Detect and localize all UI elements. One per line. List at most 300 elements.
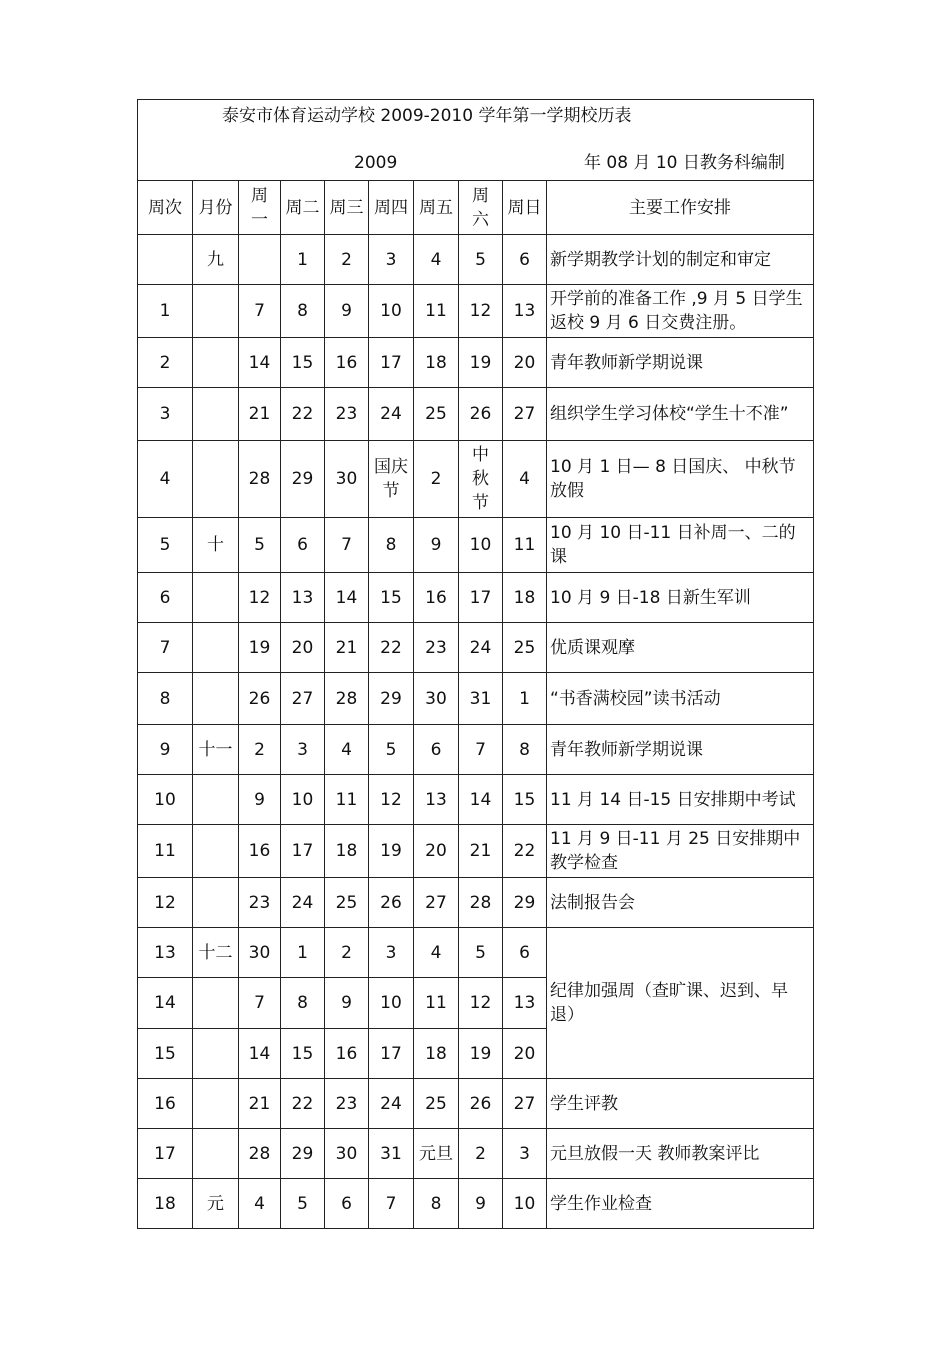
task-cell: 学生作业检查 <box>547 1179 814 1229</box>
day-cell <box>459 673 503 725</box>
day-cell <box>414 518 459 573</box>
day-cell <box>459 825 503 878</box>
day-value: 31 <box>380 1143 402 1164</box>
day-cell <box>414 1029 459 1079</box>
day-value: 6 <box>519 942 530 963</box>
month-cell <box>193 1129 239 1179</box>
day-cell <box>369 1179 414 1229</box>
day-cell <box>503 1029 547 1079</box>
day-cell <box>369 338 414 388</box>
day-cell <box>503 775 547 825</box>
week-number-cell: 9 <box>138 725 193 775</box>
day-cell <box>503 388 547 441</box>
day-cell <box>281 518 325 573</box>
day-cell <box>459 878 503 928</box>
day-cell <box>503 285 547 338</box>
day-value: 23 <box>335 1093 358 1114</box>
week-number-cell: 8 <box>138 673 193 725</box>
day-value: 6 <box>430 739 442 760</box>
day-value: 9 <box>475 1193 486 1214</box>
header-sat-label: 周六 <box>472 185 489 230</box>
day-cell <box>325 388 369 441</box>
day-value: 8 <box>385 535 397 555</box>
day-value: 21 <box>469 841 492 861</box>
day-cell <box>281 1029 325 1079</box>
week-number-cell: 12 <box>138 878 193 928</box>
day-cell <box>459 573 503 623</box>
day-value: 10 <box>380 993 402 1013</box>
header-fri: 周五 <box>414 181 459 235</box>
day-cell <box>281 388 325 441</box>
day-cell <box>369 388 414 441</box>
header-row <box>138 181 814 235</box>
day-value: 7 <box>254 993 265 1013</box>
month-cell: 十 <box>193 518 239 573</box>
day-value: 10 <box>513 1193 536 1214</box>
month-cell: 元 <box>193 1179 239 1229</box>
day-value: 17 <box>291 841 314 861</box>
day-cell <box>369 1079 414 1129</box>
day-value: 11 <box>513 535 536 555</box>
day-value: 20 <box>425 841 447 861</box>
school-calendar-table <box>137 99 814 1229</box>
day-value: 3 <box>385 942 397 963</box>
day-cell <box>414 623 459 673</box>
day-cell <box>325 928 369 978</box>
day-value: 9 <box>341 993 352 1013</box>
month-cell <box>193 388 239 441</box>
table-row <box>138 623 814 673</box>
day-value: 27 <box>425 892 447 913</box>
day-cell <box>459 1129 503 1179</box>
day-value: 2 <box>475 1143 486 1164</box>
day-value: 11 <box>335 789 358 810</box>
table-row <box>138 388 814 441</box>
task-cell: 新学期教学计划的制定和审定 <box>547 235 814 285</box>
day-cell <box>459 775 503 825</box>
day-cell <box>369 725 414 775</box>
day-cell <box>369 285 414 338</box>
day-cell <box>239 825 281 878</box>
week-number-cell: 6 <box>138 573 193 623</box>
day-value: 29 <box>380 688 402 709</box>
task-cell: 纪律加强周（查旷课、迟到、早退） <box>547 928 814 1079</box>
day-value: 23 <box>425 637 447 658</box>
header-thu: 周四 <box>369 181 414 235</box>
header-week: 周次 <box>138 181 193 235</box>
day-cell <box>459 928 503 978</box>
day-cell <box>414 775 459 825</box>
day-cell <box>239 1179 281 1229</box>
day-cell <box>281 1179 325 1229</box>
day-cell <box>281 1079 325 1129</box>
day-cell <box>281 338 325 388</box>
day-value: 28 <box>248 1143 271 1164</box>
compile-year: 2009 <box>354 153 398 173</box>
day-cell <box>459 623 503 673</box>
day-value: 3 <box>519 1143 530 1164</box>
day-value: 18 <box>425 1043 447 1064</box>
table-row <box>138 573 814 623</box>
task-cell: 青年教师新学期说课 <box>547 338 814 388</box>
day-cell <box>325 441 369 518</box>
day-cell <box>414 285 459 338</box>
day-cell <box>239 518 281 573</box>
title-row <box>138 100 814 181</box>
table-row <box>138 825 814 878</box>
day-cell <box>414 978 459 1029</box>
week-number-cell: 4 <box>138 441 193 518</box>
day-value: 2 <box>341 942 352 963</box>
task-cell: 法制报告会 <box>547 878 814 928</box>
table-row <box>138 725 814 775</box>
calendar-title: 泰安市体育运动学校 2009-2010 学年第一学期校历表 <box>222 106 632 126</box>
table-row <box>138 878 814 928</box>
day-cell <box>503 878 547 928</box>
task-cell: 学生评教 <box>547 1079 814 1129</box>
day-value: 4 <box>430 249 442 270</box>
day-value: 3 <box>385 249 397 270</box>
day-value: 13 <box>425 789 447 810</box>
day-value: 7 <box>254 301 265 321</box>
day-cell <box>325 725 369 775</box>
week-number-cell: 16 <box>138 1079 193 1129</box>
day-value: 28 <box>469 892 492 913</box>
task-cell: 元旦放假一天 教师教案评比 <box>547 1129 814 1179</box>
day-value: 元旦 <box>419 1143 453 1164</box>
day-value: 3 <box>297 739 308 760</box>
day-cell <box>459 1179 503 1229</box>
day-cell <box>239 1029 281 1079</box>
day-value: 14 <box>248 352 271 373</box>
header-mon-label: 周一 <box>251 185 268 230</box>
day-cell <box>325 878 369 928</box>
day-value: 20 <box>513 1043 536 1064</box>
day-value: 25 <box>425 404 447 424</box>
day-value: 15 <box>380 587 402 608</box>
day-cell <box>325 825 369 878</box>
day-value: 23 <box>335 404 358 424</box>
day-cell <box>369 623 414 673</box>
day-cell <box>281 623 325 673</box>
day-cell <box>325 285 369 338</box>
day-value: 21 <box>248 1093 271 1114</box>
month-cell <box>193 878 239 928</box>
day-cell <box>325 1029 369 1079</box>
table-row <box>138 518 814 573</box>
day-cell <box>503 1179 547 1229</box>
day-cell <box>369 518 414 573</box>
day-value: 19 <box>469 1043 492 1064</box>
table-row <box>138 775 814 825</box>
header-tue: 周二 <box>281 181 325 235</box>
day-cell <box>503 623 547 673</box>
day-value: 12 <box>469 993 492 1013</box>
day-value: 21 <box>248 404 271 424</box>
day-value: 11 <box>425 993 447 1013</box>
task-cell: 11 月 9 日-11 月 25 日安排期中教学检查 <box>547 825 814 878</box>
task-cell: 组织学生学习体校“学生十不准” <box>547 388 814 441</box>
day-cell <box>281 285 325 338</box>
header-wed: 周三 <box>325 181 369 235</box>
month-cell <box>193 623 239 673</box>
day-value: 5 <box>385 739 397 760</box>
day-value: 9 <box>430 535 442 555</box>
day-value: 5 <box>475 942 486 963</box>
day-cell <box>281 775 325 825</box>
week-number-cell: 11 <box>138 825 193 878</box>
day-cell <box>503 518 547 573</box>
day-value: 15 <box>513 789 536 810</box>
month-cell <box>193 775 239 825</box>
day-cell <box>414 878 459 928</box>
day-value: 22 <box>513 841 536 861</box>
task-cell: 开学前的准备工作 ,9 月 5 日学生返校 9 月 6 日交费注册。 <box>547 285 814 338</box>
day-cell <box>369 673 414 725</box>
day-value: 20 <box>513 352 536 373</box>
day-cell <box>503 825 547 878</box>
day-cell <box>325 235 369 285</box>
day-value: 1 <box>297 249 308 270</box>
day-cell <box>503 573 547 623</box>
day-cell <box>325 1079 369 1129</box>
day-cell <box>369 441 414 518</box>
day-value: 24 <box>291 892 314 913</box>
day-cell <box>239 725 281 775</box>
day-value: 27 <box>291 688 314 709</box>
day-value: 17 <box>380 1043 402 1064</box>
day-cell <box>281 441 325 518</box>
day-value: 25 <box>425 1093 447 1114</box>
day-value: 24 <box>380 404 402 424</box>
day-cell <box>239 338 281 388</box>
day-value: 18 <box>513 587 536 608</box>
day-cell <box>503 928 547 978</box>
day-cell <box>369 573 414 623</box>
month-cell <box>193 1079 239 1129</box>
day-cell <box>281 825 325 878</box>
day-value: 12 <box>248 587 271 608</box>
day-cell <box>369 878 414 928</box>
day-cell <box>281 573 325 623</box>
day-value: 14 <box>469 789 492 810</box>
day-cell <box>281 673 325 725</box>
day-value: 15 <box>291 1043 314 1064</box>
month-cell <box>193 673 239 725</box>
day-value: 13 <box>513 301 536 321</box>
table-row <box>138 673 814 725</box>
day-value: 16 <box>425 587 447 608</box>
table-row <box>138 1079 814 1129</box>
day-cell <box>369 978 414 1029</box>
table-row <box>138 235 814 285</box>
month-cell <box>193 573 239 623</box>
table-row <box>138 1129 814 1179</box>
day-cell <box>503 978 547 1029</box>
day-cell <box>239 441 281 518</box>
day-cell <box>414 928 459 978</box>
day-cell <box>325 573 369 623</box>
day-value: 22 <box>291 404 314 424</box>
day-value: 26 <box>469 1093 492 1114</box>
day-cell <box>281 725 325 775</box>
week-number-cell: 1 <box>138 285 193 338</box>
day-cell <box>459 1079 503 1129</box>
day-cell <box>459 725 503 775</box>
day-value: 1 <box>519 688 530 709</box>
header-sat <box>459 181 503 235</box>
day-cell <box>281 928 325 978</box>
day-value: 23 <box>248 892 271 913</box>
day-cell <box>325 978 369 1029</box>
day-value: 19 <box>248 637 271 658</box>
week-number-cell <box>138 235 193 285</box>
table-row <box>138 285 814 338</box>
day-cell <box>414 441 459 518</box>
day-value: 5 <box>254 535 265 555</box>
day-value: 20 <box>291 637 314 658</box>
day-cell <box>503 1129 547 1179</box>
day-value: 28 <box>248 469 271 489</box>
month-cell: 十一 <box>193 725 239 775</box>
month-cell <box>193 338 239 388</box>
day-value: 4 <box>341 739 352 760</box>
day-cell <box>459 285 503 338</box>
day-value: 9 <box>254 789 265 810</box>
day-value: 4 <box>254 1193 265 1214</box>
day-value: 6 <box>341 1193 352 1214</box>
day-cell <box>369 825 414 878</box>
day-cell <box>239 673 281 725</box>
task-cell: 10 月 10 日-11 日补周一、二的课 <box>547 518 814 573</box>
day-value: 22 <box>291 1093 314 1114</box>
day-value: 6 <box>519 249 530 270</box>
day-value: 26 <box>248 688 271 709</box>
month-cell: 九 <box>193 235 239 285</box>
day-value: 14 <box>248 1043 271 1064</box>
header-sun: 周日 <box>503 181 547 235</box>
day-cell <box>239 1079 281 1129</box>
day-value: 12 <box>469 301 492 321</box>
day-value: 4 <box>430 942 442 963</box>
month-cell <box>193 978 239 1029</box>
day-value: 17 <box>469 587 492 608</box>
week-number-cell: 7 <box>138 623 193 673</box>
day-value: 29 <box>291 1143 314 1164</box>
day-cell <box>281 1129 325 1179</box>
day-cell <box>459 235 503 285</box>
day-value: 29 <box>291 469 314 489</box>
month-cell <box>193 285 239 338</box>
day-value: 22 <box>380 637 402 658</box>
day-cell <box>281 978 325 1029</box>
week-number-cell: 5 <box>138 518 193 573</box>
table-row <box>138 928 814 978</box>
day-cell <box>459 338 503 388</box>
week-number-cell: 10 <box>138 775 193 825</box>
day-value: 18 <box>335 841 358 861</box>
day-value: 12 <box>380 789 402 810</box>
task-cell: “书香满校园”读书活动 <box>547 673 814 725</box>
day-cell <box>239 775 281 825</box>
month-cell <box>193 1029 239 1079</box>
day-cell <box>503 673 547 725</box>
day-value: 30 <box>248 942 271 963</box>
day-value: 28 <box>335 688 358 709</box>
day-cell <box>239 878 281 928</box>
day-cell <box>281 878 325 928</box>
day-value: 13 <box>291 587 314 608</box>
day-value: 24 <box>380 1093 402 1114</box>
day-cell <box>239 235 281 285</box>
title-cell <box>138 100 814 181</box>
day-cell <box>414 573 459 623</box>
day-value: 6 <box>297 535 308 555</box>
day-value: 27 <box>513 404 536 424</box>
week-number-cell: 3 <box>138 388 193 441</box>
table-row <box>138 1179 814 1229</box>
day-cell <box>503 1079 547 1129</box>
week-number-cell: 14 <box>138 978 193 1029</box>
day-value: 15 <box>291 352 314 373</box>
day-value: 26 <box>380 892 402 913</box>
day-value: 10 <box>291 789 314 810</box>
day-value: 2 <box>341 249 352 270</box>
header-tasks: 主要工作安排 <box>547 181 814 235</box>
day-value: 1 <box>297 942 308 963</box>
day-cell <box>503 235 547 285</box>
day-cell <box>414 725 459 775</box>
day-cell <box>369 775 414 825</box>
day-value: 25 <box>335 892 358 913</box>
day-value: 16 <box>248 841 271 861</box>
day-value: 14 <box>335 587 358 608</box>
day-value: 16 <box>335 1043 358 1064</box>
day-value: 16 <box>335 352 358 373</box>
day-cell <box>325 1129 369 1179</box>
day-value: 8 <box>430 1193 442 1214</box>
day-cell <box>414 1129 459 1179</box>
day-value: 30 <box>335 469 358 489</box>
day-value: 30 <box>425 688 447 709</box>
table-row <box>138 338 814 388</box>
day-cell <box>459 1029 503 1079</box>
day-value: 国庆节 <box>374 457 408 501</box>
week-number-cell: 2 <box>138 338 193 388</box>
header-month: 月份 <box>193 181 239 235</box>
header-mon <box>239 181 281 235</box>
day-cell <box>369 1029 414 1079</box>
day-cell <box>503 338 547 388</box>
day-cell <box>503 441 547 518</box>
day-value: 10 <box>380 301 402 321</box>
day-cell <box>459 978 503 1029</box>
day-value: 8 <box>519 739 530 760</box>
day-cell <box>414 1179 459 1229</box>
day-value: 30 <box>335 1143 358 1164</box>
day-cell <box>414 825 459 878</box>
day-cell <box>325 775 369 825</box>
day-cell <box>325 673 369 725</box>
day-value: 中秋节 <box>472 445 489 513</box>
day-value: 11 <box>425 301 447 321</box>
day-cell <box>239 978 281 1029</box>
table-row <box>138 441 814 518</box>
week-number-cell: 15 <box>138 1029 193 1079</box>
day-cell <box>414 388 459 441</box>
day-value: 2 <box>254 739 265 760</box>
day-cell <box>281 235 325 285</box>
